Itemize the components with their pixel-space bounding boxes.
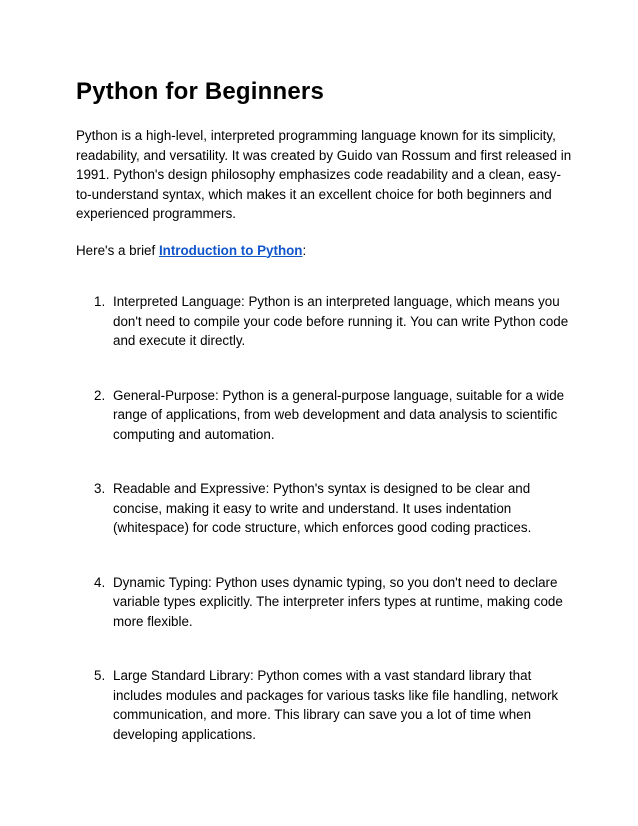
list-item xyxy=(76,386,576,445)
feature-list xyxy=(76,292,576,744)
list-item-number: 1. xyxy=(94,294,106,309)
list-item-text: Interpreted Language: Python is an interpreted language, which means you don't need to compile your code before running it. You can write Python code and execute it directly. xyxy=(113,294,569,348)
lead-prefix: Here's a brief xyxy=(76,242,159,258)
list-item-number: 4. xyxy=(94,574,106,590)
page-title: Python for Beginners xyxy=(76,78,325,105)
document-page xyxy=(76,76,576,779)
list-item xyxy=(76,573,576,632)
lead-paragraph xyxy=(76,241,576,261)
list-item xyxy=(76,479,576,538)
introduction-link[interactable]: Introduction to Python xyxy=(158,242,303,258)
list-item-text: Large Standard Library: Python comes with a vast standard library that includes modules and packages for various tasks like file handling, network communication, and more. This library can save you a lot of time when developing applications. xyxy=(113,668,559,742)
list-item xyxy=(76,666,576,744)
intro-paragraph: Python is a high-level, interpreted programming language known for its simplicity, readability, and versatility. It was created by Guido van Rossum and first released in 1991. Python's design philosophy emphasizes code readability and a clean, easy-to-understand syntax, which makes it an excellent choice for both beginners and experienced programmers. xyxy=(76,128,572,221)
list-item-text: Dynamic Typing: Python uses dynamic typing, so you don't need to declare variable types explicitly. The interpreter infers types at runtime, making code more flexible. xyxy=(113,574,563,629)
list-item-number: 3. xyxy=(94,481,106,496)
list-item-number: 5. xyxy=(94,668,106,683)
list-item-text: General-Purpose: Python is a general-purpose language, suitable for a wide range of applications, from web development and data analysis to scientific computing and automation. xyxy=(113,387,565,442)
list-item-number: 2. xyxy=(94,387,106,403)
list-item xyxy=(76,292,576,351)
lead-suffix: : xyxy=(302,242,307,258)
list-item-text: Readable and Expressive: Python's syntax is designed to be clear and concise, making it easy to write and understand. It uses indentation (whitespace) for code structure, which enforces good coding practices. xyxy=(113,481,532,535)
